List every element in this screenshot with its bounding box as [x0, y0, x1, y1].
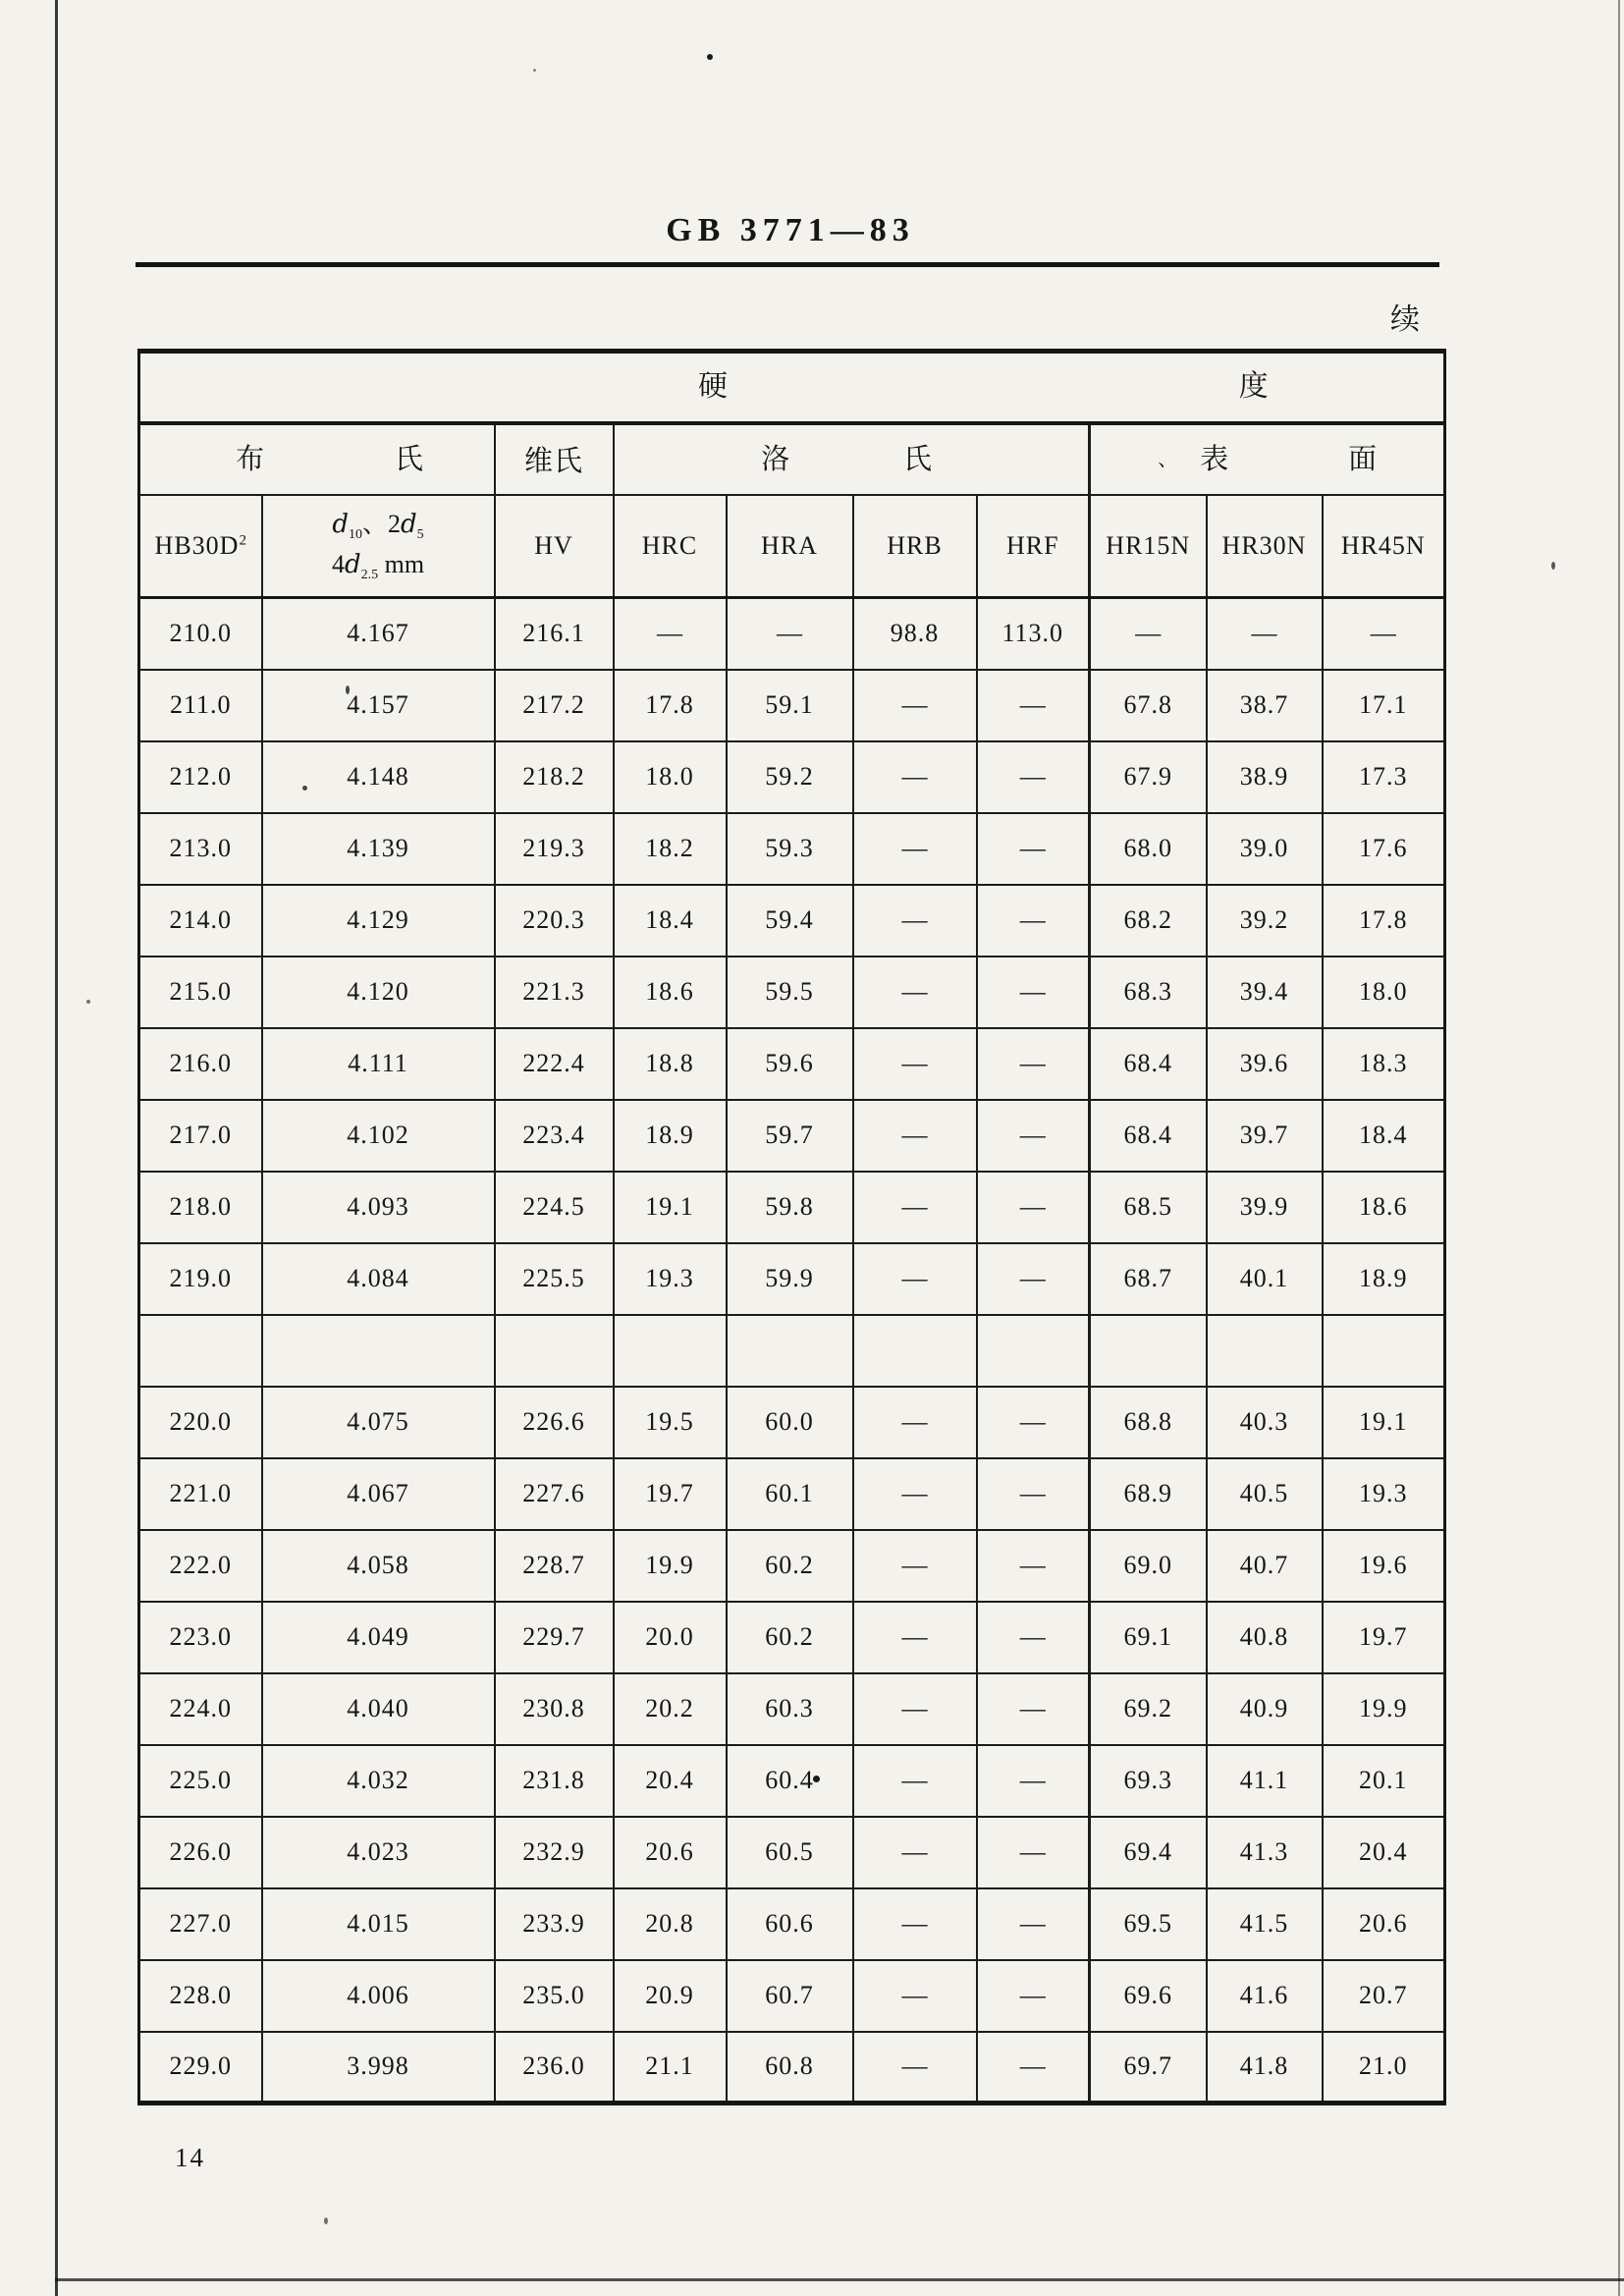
- table-row: [139, 957, 1445, 1028]
- table-row: [139, 1100, 1445, 1172]
- table-row: [139, 1817, 1445, 1888]
- table-cell: 4.129: [262, 885, 495, 957]
- table-cell: 20.0: [614, 1602, 727, 1673]
- table-cell: 18.9: [614, 1100, 727, 1172]
- table-cell: 68.7: [1090, 1243, 1207, 1315]
- table-row: [139, 813, 1445, 885]
- table-cell: 17.3: [1323, 741, 1445, 813]
- scan-edge-right: [1618, 0, 1620, 2296]
- table-cell: [853, 1315, 977, 1387]
- table-cell: —: [853, 1100, 977, 1172]
- table-cell: 4.058: [262, 1530, 495, 1602]
- table-cell: 40.1: [1207, 1243, 1323, 1315]
- table-cell: 59.4: [727, 885, 853, 957]
- table-cell: 60.1: [727, 1458, 853, 1530]
- table-cell: 4.093: [262, 1172, 495, 1243]
- table-cell: 231.8: [495, 1745, 614, 1817]
- table-cell: 59.5: [727, 957, 853, 1028]
- group-label: 洛: [761, 443, 791, 475]
- superscript: 2: [239, 532, 246, 549]
- table-cell: —: [977, 1888, 1090, 1960]
- column-header-hv: HV: [495, 495, 614, 598]
- column-header-text: HB30D: [154, 530, 240, 560]
- table-cell: 68.4: [1090, 1028, 1207, 1100]
- group-header-rockwell: [614, 423, 1090, 495]
- table-cell: —: [853, 2032, 977, 2104]
- table-cell: 20.8: [614, 1888, 727, 1960]
- table-row: [139, 2032, 1445, 2104]
- table-cell: —: [977, 1243, 1090, 1315]
- table-cell: 4.102: [262, 1100, 495, 1172]
- table-cell: [977, 1315, 1090, 1387]
- table-cell: 19.7: [1323, 1602, 1445, 1673]
- group-label: 氏: [394, 443, 424, 475]
- table-row: [139, 1315, 1445, 1387]
- table-cell: 60.5: [727, 1817, 853, 1888]
- table-cell: 20.4: [614, 1745, 727, 1817]
- table-cell: —: [977, 1458, 1090, 1530]
- punctuation-mark: 、: [1158, 448, 1179, 470]
- scan-speck: [324, 2217, 328, 2224]
- table-cell: 69.1: [1090, 1602, 1207, 1673]
- table-cell: 4.084: [262, 1243, 495, 1315]
- table-cell: —: [977, 1100, 1090, 1172]
- table-cell: 4.075: [262, 1387, 495, 1458]
- table-cell: 4.167: [262, 598, 495, 670]
- table-cell: 19.9: [1323, 1673, 1445, 1745]
- table-cell: 19.3: [1323, 1458, 1445, 1530]
- table-cell: —: [853, 1673, 977, 1745]
- table-cell: 60.0: [727, 1387, 853, 1458]
- table-cell: —: [977, 957, 1090, 1028]
- table-cell: 69.6: [1090, 1960, 1207, 2032]
- table-cell: 59.8: [727, 1172, 853, 1243]
- table-cell: 68.3: [1090, 957, 1207, 1028]
- table-cell: 21.1: [614, 2032, 727, 2104]
- subscript: 10: [348, 527, 362, 543]
- table-cell: —: [853, 1028, 977, 1100]
- table-cell: 4.148: [262, 741, 495, 813]
- table-cell: 217.2: [495, 670, 614, 741]
- table-cell: 68.5: [1090, 1172, 1207, 1243]
- table-cell: —: [853, 1530, 977, 1602]
- table-cell: —: [853, 885, 977, 957]
- table-cell: —: [977, 1530, 1090, 1602]
- table-cell: 236.0: [495, 2032, 614, 2104]
- table-cell: —: [853, 1458, 977, 1530]
- table-cell: —: [977, 1745, 1090, 1817]
- table-cell: [1090, 1315, 1207, 1387]
- subscript: 5: [416, 527, 424, 543]
- table-cell: 18.9: [1323, 1243, 1445, 1315]
- column-header-hr15n: HR15N: [1090, 495, 1207, 598]
- table-cell: 4.006: [262, 1960, 495, 2032]
- table-cell: 39.0: [1207, 813, 1323, 885]
- table-cell: 216.0: [139, 1028, 262, 1100]
- table-cell: 3.998: [262, 2032, 495, 2104]
- table-cell: 59.9: [727, 1243, 853, 1315]
- table-cell: 69.2: [1090, 1673, 1207, 1745]
- table-cell: —: [853, 1602, 977, 1673]
- table-cell: 17.6: [1323, 813, 1445, 885]
- table-cell: 41.1: [1207, 1745, 1323, 1817]
- table-cell: —: [977, 741, 1090, 813]
- table-cell: 41.5: [1207, 1888, 1323, 1960]
- table-cell: 213.0: [139, 813, 262, 885]
- table-cell: —: [977, 1960, 1090, 2032]
- table-cell: 223.0: [139, 1602, 262, 1673]
- table-cell: 18.2: [614, 813, 727, 885]
- continued-label: 续: [1390, 303, 1420, 336]
- scan-speck: [86, 1000, 90, 1004]
- hardness-table: [137, 349, 1446, 2105]
- table-cell: 223.4: [495, 1100, 614, 1172]
- column-header-text: mm: [378, 549, 425, 578]
- column-header-hb30d2: [139, 495, 262, 598]
- scan-speck: [1551, 562, 1555, 570]
- table-cell: 227.6: [495, 1458, 614, 1530]
- table-cell: 38.9: [1207, 741, 1323, 813]
- table-row: [139, 1172, 1445, 1243]
- table-cell: —: [853, 957, 977, 1028]
- table-cell: 19.3: [614, 1243, 727, 1315]
- scan-edge-left: [55, 0, 58, 2296]
- table-cell: —: [853, 1745, 977, 1817]
- table-cell: 18.6: [1323, 1172, 1445, 1243]
- header-row-columns: [139, 495, 1445, 598]
- table-cell: —: [977, 1172, 1090, 1243]
- table-cell: 60.7: [727, 1960, 853, 2032]
- table-cell: —: [977, 1673, 1090, 1745]
- table-cell: —: [977, 813, 1090, 885]
- table-cell: 220.0: [139, 1387, 262, 1458]
- table-cell: 59.6: [727, 1028, 853, 1100]
- table-body: [139, 598, 1445, 2104]
- group-label: 表: [1200, 443, 1230, 475]
- scan-speck: [707, 54, 713, 60]
- column-header-hr30n: HR30N: [1207, 495, 1323, 598]
- table-cell: 18.4: [614, 885, 727, 957]
- table-cell: 19.1: [1323, 1387, 1445, 1458]
- table-cell: 68.0: [1090, 813, 1207, 885]
- table-cell: 219.3: [495, 813, 614, 885]
- table-cell: 222.0: [139, 1530, 262, 1602]
- table-cell: 41.3: [1207, 1817, 1323, 1888]
- table-row: [139, 741, 1445, 813]
- table-cell: 39.4: [1207, 957, 1323, 1028]
- table-cell: [495, 1315, 614, 1387]
- table-cell: —: [853, 813, 977, 885]
- table-cell: —: [853, 1817, 977, 1888]
- table-cell: 4.032: [262, 1745, 495, 1817]
- table-cell: 39.6: [1207, 1028, 1323, 1100]
- table-cell: 19.1: [614, 1172, 727, 1243]
- table-cell: 68.4: [1090, 1100, 1207, 1172]
- table-cell: 18.4: [1323, 1100, 1445, 1172]
- table-row: [139, 1028, 1445, 1100]
- table-cell: 4.157: [262, 670, 495, 741]
- column-header-hrb: HRB: [853, 495, 977, 598]
- page-number: 14: [175, 2143, 205, 2172]
- table-cell: 216.1: [495, 598, 614, 670]
- table-cell: 230.8: [495, 1673, 614, 1745]
- table-cell: 228.0: [139, 1960, 262, 2032]
- table-row: [139, 1888, 1445, 1960]
- table-cell: 67.8: [1090, 670, 1207, 741]
- table-cell: —: [853, 741, 977, 813]
- table-cell: 41.8: [1207, 2032, 1323, 2104]
- table-cell: 38.7: [1207, 670, 1323, 741]
- table-cell: 215.0: [139, 957, 262, 1028]
- table-cell: 98.8: [853, 598, 977, 670]
- table-cell: 235.0: [495, 1960, 614, 2032]
- table-cell: 17.8: [614, 670, 727, 741]
- hardness-char-left: 硬: [697, 370, 729, 404]
- table-cell: 18.8: [614, 1028, 727, 1100]
- column-header-text: d: [332, 510, 349, 540]
- table-cell: —: [977, 1387, 1090, 1458]
- table-cell: 40.5: [1207, 1458, 1323, 1530]
- group-header-brinell: [139, 423, 495, 495]
- table-cell: 232.9: [495, 1817, 614, 1888]
- table-cell: 113.0: [977, 598, 1090, 670]
- column-header-hrf: HRF: [977, 495, 1090, 598]
- table-cell: 59.3: [727, 813, 853, 885]
- table-cell: 19.7: [614, 1458, 727, 1530]
- scan-speck: [533, 69, 536, 72]
- column-header-hra: HRA: [727, 495, 853, 598]
- table-cell: 4.023: [262, 1817, 495, 1888]
- table-cell: 224.5: [495, 1172, 614, 1243]
- table-cell: 20.4: [1323, 1817, 1445, 1888]
- table-cell: 60.4: [727, 1745, 853, 1817]
- table-cell: 227.0: [139, 1888, 262, 1960]
- table-cell: 20.6: [614, 1817, 727, 1888]
- table-cell: 69.4: [1090, 1817, 1207, 1888]
- table-cell: 18.0: [614, 741, 727, 813]
- table-cell: 18.0: [1323, 957, 1445, 1028]
- column-header-text: 、2: [361, 510, 401, 539]
- table-cell: 69.5: [1090, 1888, 1207, 1960]
- title-rule: [135, 262, 1439, 267]
- table-cell: [1207, 1315, 1323, 1387]
- table-cell: 69.7: [1090, 2032, 1207, 2104]
- table-cell: 60.8: [727, 2032, 853, 2104]
- table-cell: 40.9: [1207, 1673, 1323, 1745]
- header-row-hardness: [139, 352, 1445, 423]
- table-cell: 18.6: [614, 957, 727, 1028]
- table-row: [139, 1530, 1445, 1602]
- table-cell: [139, 1315, 262, 1387]
- table-cell: 4.067: [262, 1458, 495, 1530]
- table-cell: 20.2: [614, 1673, 727, 1745]
- table-cell: 59.2: [727, 741, 853, 813]
- group-header-vickers: 维氏: [495, 423, 614, 495]
- table-cell: 225.0: [139, 1745, 262, 1817]
- table-cell: 229.7: [495, 1602, 614, 1673]
- page-title: GB 3771—83: [666, 212, 915, 248]
- table-cell: 218.0: [139, 1172, 262, 1243]
- table-row: [139, 885, 1445, 957]
- table-cell: 226.6: [495, 1387, 614, 1458]
- table-cell: 18.3: [1323, 1028, 1445, 1100]
- table-cell: —: [977, 885, 1090, 957]
- table-cell: 40.8: [1207, 1602, 1323, 1673]
- table-row: [139, 1745, 1445, 1817]
- table-row: [139, 1458, 1445, 1530]
- table-cell: 20.7: [1323, 1960, 1445, 2032]
- table-cell: —: [977, 1028, 1090, 1100]
- table-cell: [614, 1315, 727, 1387]
- table-cell: —: [1090, 598, 1207, 670]
- group-label: 面: [1348, 443, 1379, 475]
- table-cell: 226.0: [139, 1817, 262, 1888]
- table-cell: —: [977, 1817, 1090, 1888]
- table-cell: —: [853, 670, 977, 741]
- table-cell: 69.3: [1090, 1745, 1207, 1817]
- column-header-hr45n: HR45N: [1323, 495, 1445, 598]
- table-cell: 4.049: [262, 1602, 495, 1673]
- table-cell: 4.139: [262, 813, 495, 885]
- table-cell: —: [727, 598, 853, 670]
- table-cell: 40.3: [1207, 1387, 1323, 1458]
- table-cell: [1323, 1315, 1445, 1387]
- table-cell: 19.6: [1323, 1530, 1445, 1602]
- table-cell: 233.9: [495, 1888, 614, 1960]
- table-row: [139, 1387, 1445, 1458]
- table-cell: 39.9: [1207, 1172, 1323, 1243]
- table-cell: 229.0: [139, 2032, 262, 2104]
- table-cell: 212.0: [139, 741, 262, 813]
- table-cell: 39.2: [1207, 885, 1323, 957]
- table-cell: 21.0: [1323, 2032, 1445, 2104]
- table-cell: 221.3: [495, 957, 614, 1028]
- table-cell: 210.0: [139, 598, 262, 670]
- table-cell: 4.040: [262, 1673, 495, 1745]
- table-cell: 225.5: [495, 1243, 614, 1315]
- table-cell: 68.8: [1090, 1387, 1207, 1458]
- table-cell: 214.0: [139, 885, 262, 957]
- table-cell: 39.7: [1207, 1100, 1323, 1172]
- table-cell: 4.111: [262, 1028, 495, 1100]
- table-row: [139, 1673, 1445, 1745]
- table-row: [139, 1243, 1445, 1315]
- table-cell: 59.7: [727, 1100, 853, 1172]
- column-header-text: 4: [331, 549, 345, 578]
- table-cell: 222.4: [495, 1028, 614, 1100]
- table-cell: 4.120: [262, 957, 495, 1028]
- table-cell: 59.1: [727, 670, 853, 741]
- hardness-char-right: 度: [1238, 370, 1270, 404]
- group-label: 氏: [902, 443, 933, 475]
- table-cell: —: [977, 670, 1090, 741]
- table-cell: —: [853, 1243, 977, 1315]
- table-cell: 17.1: [1323, 670, 1445, 741]
- table-cell: —: [614, 598, 727, 670]
- table-cell: 228.7: [495, 1530, 614, 1602]
- table-cell: 40.7: [1207, 1530, 1323, 1602]
- table-cell: 4.015: [262, 1888, 495, 1960]
- table-row: [139, 598, 1445, 670]
- table-cell: 221.0: [139, 1458, 262, 1530]
- table-row: [139, 1960, 1445, 2032]
- table-cell: 68.9: [1090, 1458, 1207, 1530]
- group-label: 布: [236, 443, 266, 475]
- table-cell: 218.2: [495, 741, 614, 813]
- column-header-hrc: HRC: [614, 495, 727, 598]
- table-cell: 60.3: [727, 1673, 853, 1745]
- table-cell: 41.6: [1207, 1960, 1323, 2032]
- subscript: 2.5: [360, 567, 379, 582]
- table-cell: 17.8: [1323, 885, 1445, 957]
- table-cell: —: [977, 2032, 1090, 2104]
- table-cell: [262, 1315, 495, 1387]
- table-cell: —: [1207, 598, 1323, 670]
- table-cell: 217.0: [139, 1100, 262, 1172]
- table-cell: 60.2: [727, 1530, 853, 1602]
- column-header-diameter: [262, 495, 495, 598]
- table-cell: 20.1: [1323, 1745, 1445, 1817]
- table-row: [139, 670, 1445, 741]
- table-cell: 67.9: [1090, 741, 1207, 813]
- table-cell: 211.0: [139, 670, 262, 741]
- table-cell: 219.0: [139, 1243, 262, 1315]
- table-cell: 19.5: [614, 1387, 727, 1458]
- table-cell: 68.2: [1090, 885, 1207, 957]
- table-cell: 20.9: [614, 1960, 727, 2032]
- header-cell-hardness: [139, 352, 1445, 423]
- hardness-conversion-table: [137, 349, 1446, 2105]
- group-header-surface: [1090, 423, 1445, 495]
- table-cell: —: [853, 1172, 977, 1243]
- table-cell: 19.9: [614, 1530, 727, 1602]
- table-cell: —: [853, 1960, 977, 2032]
- table-cell: [727, 1315, 853, 1387]
- table-cell: 69.0: [1090, 1530, 1207, 1602]
- table-cell: 220.3: [495, 885, 614, 957]
- table-cell: 224.0: [139, 1673, 262, 1745]
- scan-edge-bottom: [55, 2278, 1624, 2281]
- column-header-text: d: [401, 510, 417, 540]
- table-cell: 60.6: [727, 1888, 853, 1960]
- table-row: [139, 1602, 1445, 1673]
- header-row-groups: [139, 423, 1445, 495]
- table-cell: —: [977, 1602, 1090, 1673]
- table-cell: 60.2: [727, 1602, 853, 1673]
- column-header-text: d: [344, 549, 361, 579]
- table-cell: 20.6: [1323, 1888, 1445, 1960]
- table-cell: —: [853, 1387, 977, 1458]
- table-cell: —: [853, 1888, 977, 1960]
- table-cell: —: [1323, 598, 1445, 670]
